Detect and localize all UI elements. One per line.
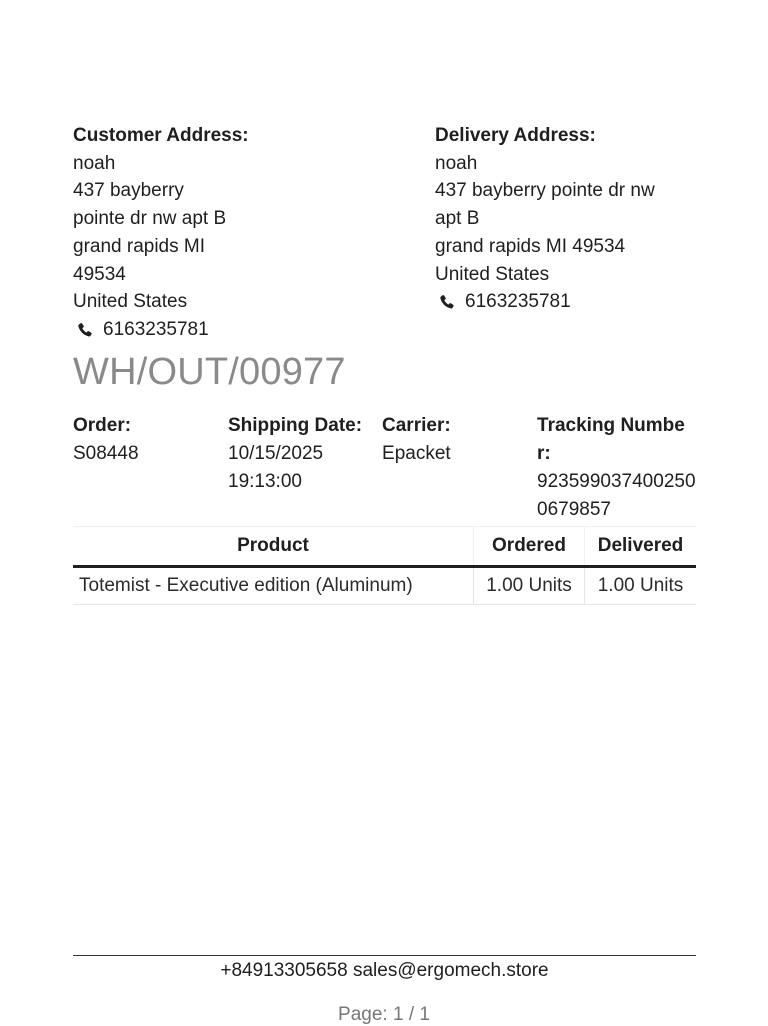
customer-phone-number: 6163235781: [103, 318, 209, 340]
delivery-address-line: 437 bayberry pointe dr nw: [435, 180, 655, 202]
customer-address-line: 49534: [73, 263, 126, 285]
document-title: WH/OUT/00977: [73, 350, 346, 393]
column-header-delivered: Delivered: [585, 526, 697, 566]
shipping-date-info: [228, 412, 382, 524]
delivery-address-label: Delivery Address:: [435, 125, 596, 146]
delivery-phone: [435, 288, 693, 316]
delivery-phone-number: 6163235781: [465, 291, 571, 313]
customer-address-line: 437 bayberry: [73, 180, 184, 202]
delivery-address-line: noah: [435, 152, 478, 174]
order-value: S08448: [73, 442, 139, 464]
products-table: [73, 526, 696, 605]
table-row: [73, 566, 696, 604]
shipment-info: [73, 412, 696, 524]
customer-address-label: Customer Address:: [73, 125, 249, 146]
customer-address-line: noah: [73, 152, 116, 174]
tracking-label: Tracking Number:: [537, 414, 685, 464]
table-header-row: [73, 526, 696, 566]
ordered-quantity: 1.00 Units: [474, 566, 585, 604]
address-section: [73, 122, 696, 344]
phone-icon: [439, 294, 455, 310]
footer-contact: +84913305658 sales@ergomech.store: [73, 955, 696, 983]
carrier-value: Epacket: [382, 442, 451, 464]
delivery-address-line: United States: [435, 263, 550, 285]
customer-address-line: grand rapids MI: [73, 235, 206, 257]
shipping-date-value: 10/15/2025 19:13:00: [228, 442, 324, 492]
customer-address: [73, 122, 273, 344]
delivered-quantity: 1.00 Units: [585, 566, 697, 604]
order-info: [73, 412, 228, 524]
delivery-address-line: apt B: [435, 208, 480, 230]
delivery-address-line: grand rapids MI 49534: [435, 235, 626, 257]
customer-address-line: pointe dr nw apt B: [73, 208, 227, 230]
column-header-product: Product: [73, 526, 474, 566]
delivery-slip: [73, 122, 696, 605]
order-label: Order:: [73, 414, 132, 436]
product-name: Totemist - Executive edition (Aluminum): [73, 566, 474, 604]
shipping-date-label: Shipping Date:: [228, 414, 363, 436]
delivery-address: [435, 122, 693, 344]
page-number: Page: 1 / 1: [338, 1004, 430, 1025]
phone-icon: [77, 322, 93, 338]
customer-phone: [73, 316, 273, 344]
carrier-label: Carrier:: [382, 414, 451, 436]
carrier-info: [382, 412, 537, 524]
column-header-ordered: Ordered: [474, 526, 585, 566]
customer-address-line: United States: [73, 291, 188, 313]
tracking-value: 9235990374002500679857: [537, 470, 696, 520]
tracking-info: [537, 412, 696, 524]
